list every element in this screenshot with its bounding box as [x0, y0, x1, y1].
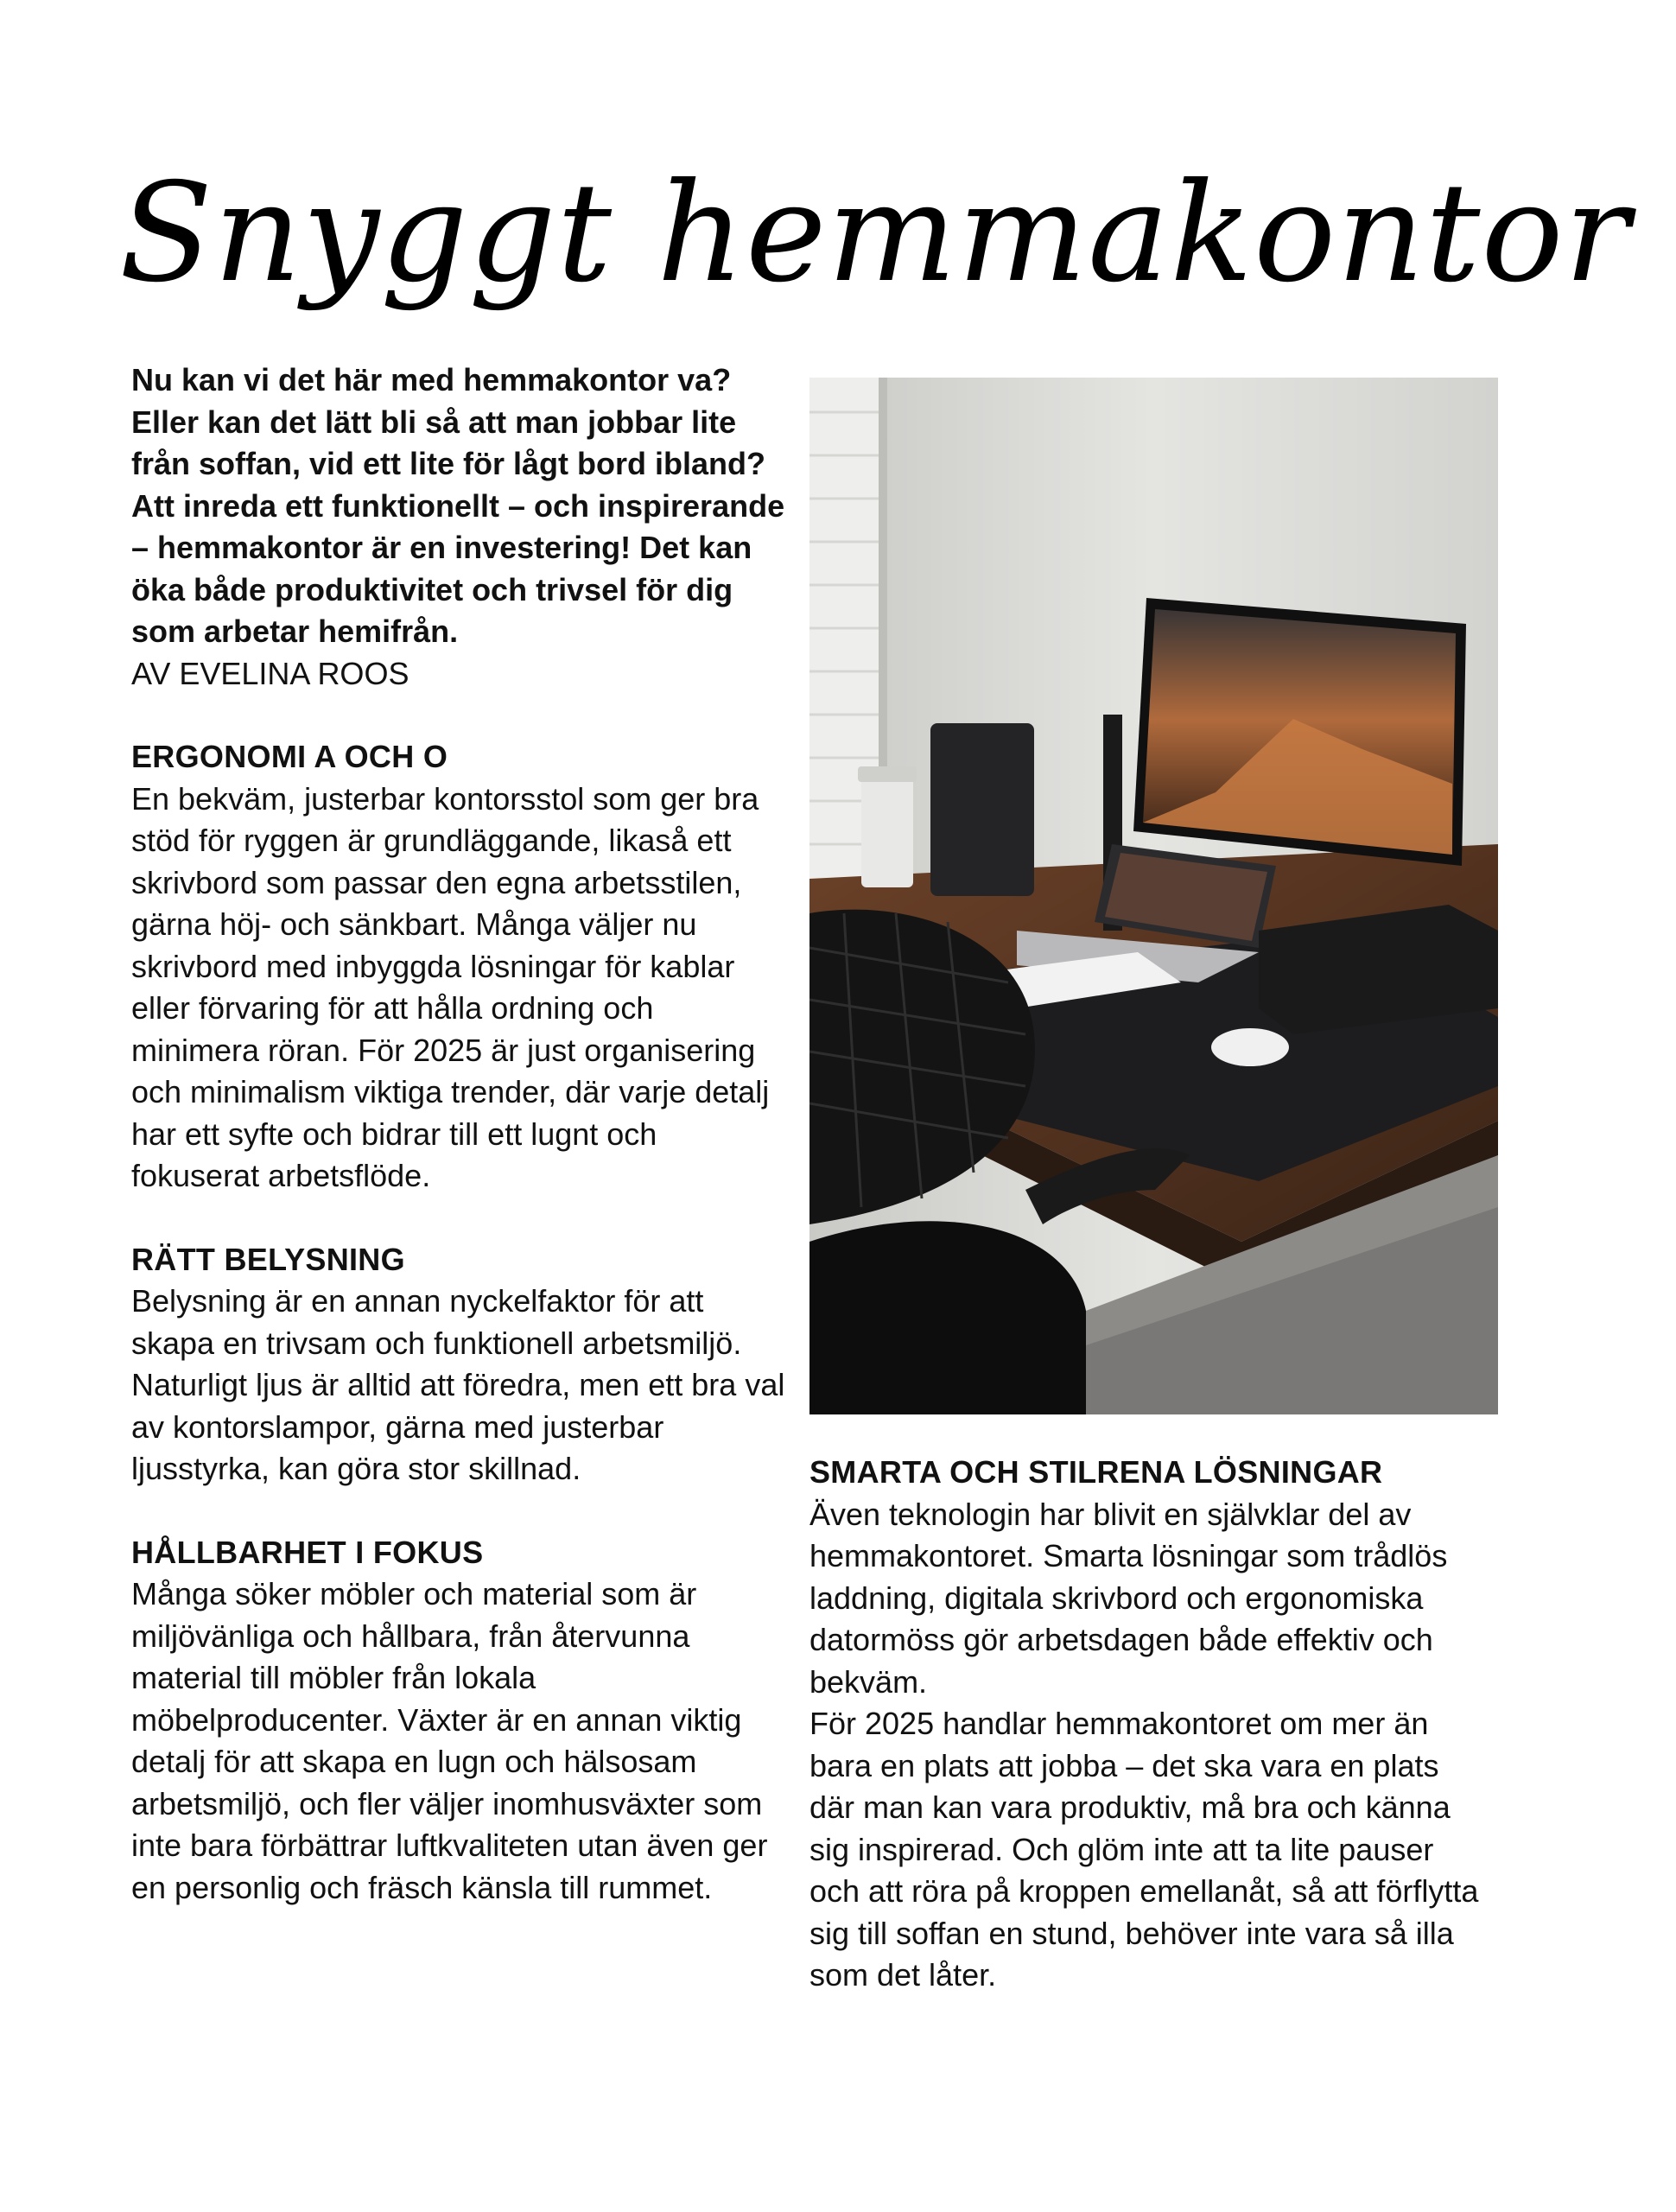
section-body: Belysning är en annan nyckelfaktor för att skapa en trivsam och funktionell arbetsmiljö. Naturligt ljus är alltid att föredra, men ett bra val av kontorslampor, gärna med justerbar ljusstyrka, kan göra stor skillnad. [131, 1283, 785, 1486]
tumbler [861, 775, 913, 887]
section-heading: RÄTT BELYSNING [131, 1241, 405, 1277]
section-smarta-losningar [809, 1452, 1492, 1997]
section-body: Många söker möbler och material som är miljövänliga och hållbara, från återvunna material till möbler från lokala möbelproducenter. Växter är en annan viktig detalj för att skapa en lugn och hälsosam arbetsmiljö, och fler väljer inomhusväxter som inte bara förbättrar luftkvaliteten utan även ger en personlig och fräsch känsla till rummet. [131, 1576, 768, 1905]
mouse [1211, 1028, 1289, 1066]
page-title: Snyggt hemmakontor [119, 154, 1631, 313]
right-column [809, 1452, 1492, 2038]
section-ergonomi [131, 736, 788, 1198]
byline: AV EVELINA ROOS [131, 655, 409, 691]
section-heading: ERGONOMI A OCH O [131, 739, 448, 774]
section-body: En bekväm, justerbar kontorsstol som ger bra stöd för ryggen är grundläggande, likaså ett skrivbord som passar den egna arbetsstilen, gärna höj- och sänkbart. Många väljer nu skrivbord med inbyggda lösningar för kablar eller förvaring för att hålla ordning och minimera röran. För 2025 är just organisering och minimalism viktiga trender, där varje detalj har ett syfte och bidrar till ett lugnt och fokuserat arbetsflöde. [131, 780, 770, 1193]
section-heading: HÅLLBARHET I FOKUS [131, 1534, 484, 1570]
section-belysning [131, 1239, 788, 1491]
section-heading: SMARTA OCH STILRENA LÖSNINGAR [809, 1454, 1383, 1490]
section-body: Även teknologin har blivit en självklar del av hemmakontoret. Smarta lösningar som trådlös laddning, digitala skrivbord och ergonomiska datormöss gör arbetsdagen både effektiv och bekväm. [809, 1496, 1448, 1700]
left-column [131, 359, 788, 1950]
home-office-photo [809, 378, 1498, 1414]
speaker [930, 723, 1034, 896]
section-body-continued: För 2025 handlar hemmakontoret om mer än bara en plats att jobba – det ska vara en plats där man kan vara produktiv, må bra och känna sig inspirerad. Och glöm inte att ta lite pauser och att röra på kroppen emellanåt, så att förflytta sig till soffan en stund, behöver inte vara så illa som det låter. [809, 1706, 1479, 1993]
monitor [1133, 598, 1466, 866]
section-hallbarhet [131, 1532, 788, 1910]
lead-paragraph: Nu kan vi det här med hemmakontor va? Eller kan det lätt bli så att man jobbar lite från soffan, vid ett lite för lågt bord ibland? Att inreda ett funktionellt – och inspirerande – hemmakontor är en investering! Det kan öka både produktivitet och trivsel för dig som arbetar hemifrån. [131, 362, 785, 649]
